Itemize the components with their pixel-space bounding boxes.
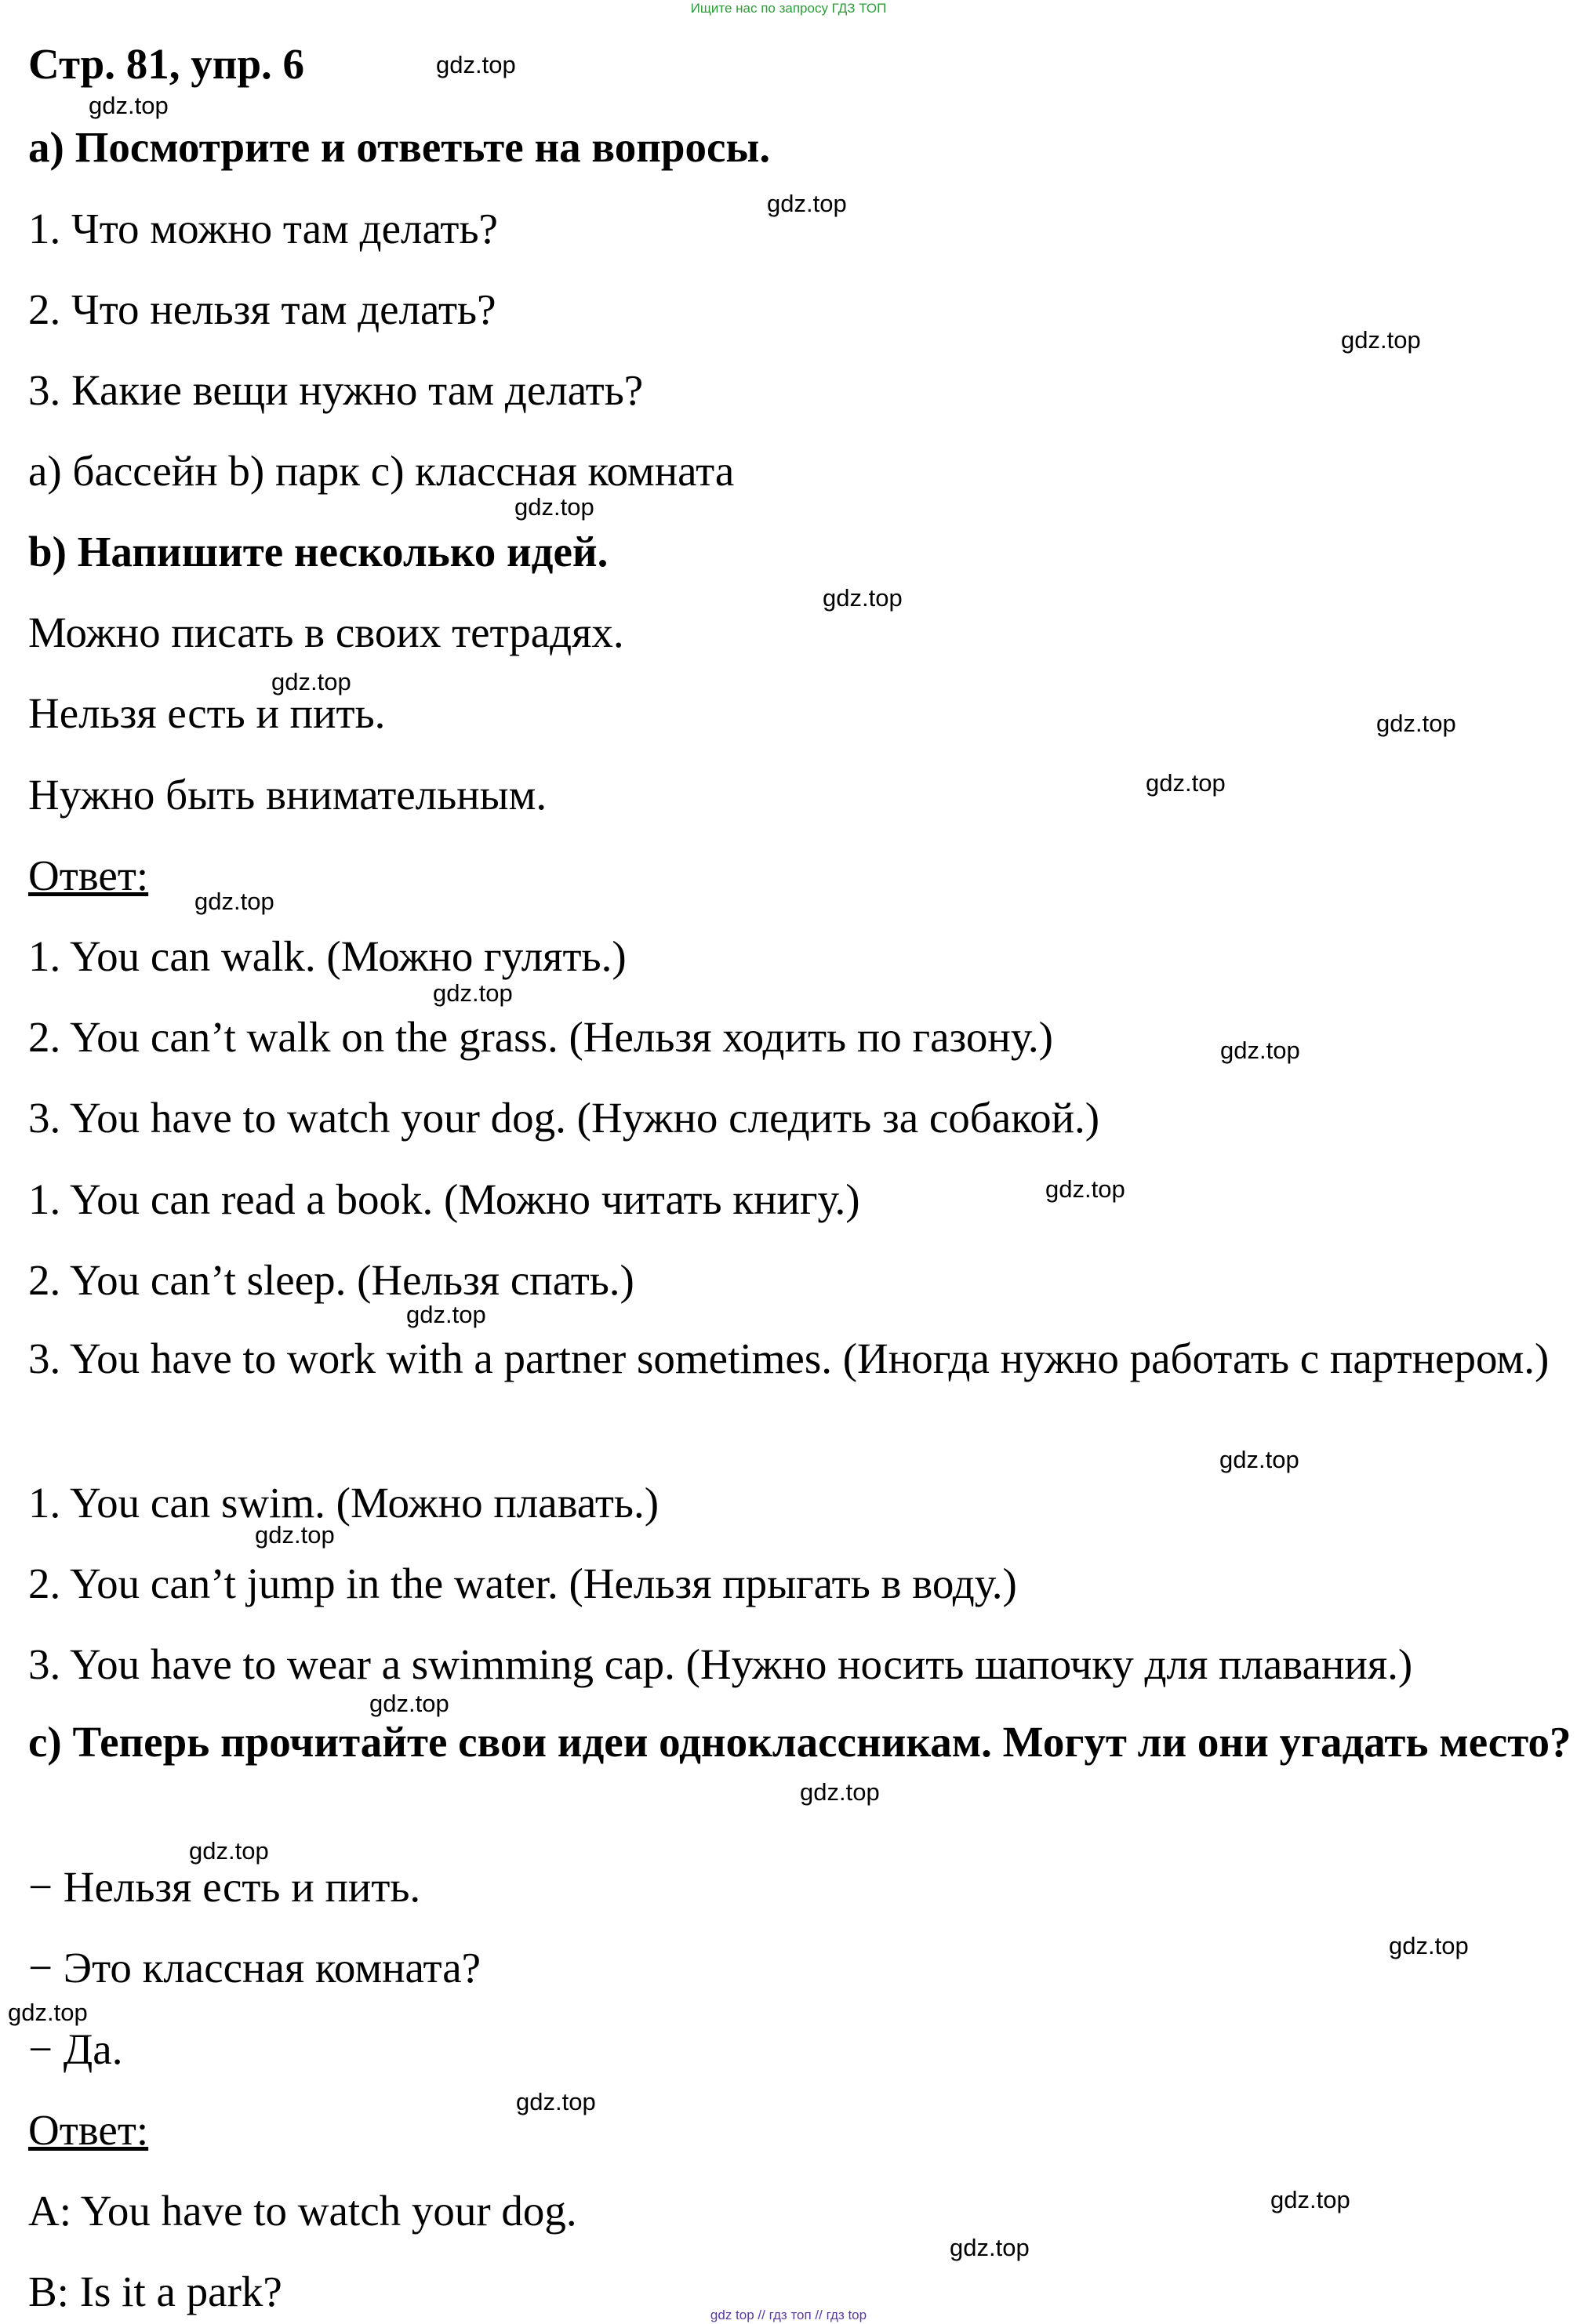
answer-line: 2. You can’t walk on the grass. (Нельзя ходить по газону.) bbox=[28, 1013, 1053, 1061]
answer-label: Ответ: bbox=[28, 852, 149, 899]
watermark: gdz.top bbox=[514, 493, 594, 521]
page-title: Стр. 81, упр. 6 bbox=[28, 40, 305, 88]
places-list: a) бассейн b) парк c) классная комната bbox=[28, 447, 735, 495]
answer-line: 2. You can’t jump in the water. (Нельзя прыгать в воду.) bbox=[28, 1560, 1017, 1607]
question-3: 3. Какие вещи нужно там делать? bbox=[28, 366, 644, 414]
idea-1: Можно писать в своих тетрадях. bbox=[28, 608, 624, 656]
dialog-line: − Нельзя есть и пить. bbox=[28, 1863, 421, 1911]
answer-line: 2. You can’t sleep. (Нельзя спать.) bbox=[28, 1256, 634, 1304]
dialog-line: − Это классная комната? bbox=[28, 1944, 481, 1992]
answer-line: 1. You can read a book. (Можно читать книгу.) bbox=[28, 1175, 860, 1223]
watermark: gdz.top bbox=[436, 51, 516, 78]
watermark: gdz.top bbox=[406, 1301, 486, 1328]
dialog-line: − Да. bbox=[28, 2025, 123, 2073]
watermark: gdz.top bbox=[1219, 1446, 1299, 1473]
part-c-heading: c) Теперь прочитайте свои идеи одноклассникам. Могут ли они угадать место? bbox=[28, 1718, 1572, 1766]
watermark: gdz.top bbox=[189, 1837, 269, 1865]
watermark: gdz.top bbox=[800, 1778, 880, 1806]
answer-line: 3. You have to watch your dog. (Нужно следить за собакой.) bbox=[28, 1094, 1100, 1142]
watermark: gdz.top bbox=[516, 2088, 596, 2115]
watermark: gdz.top bbox=[1270, 2186, 1350, 2213]
watermark: gdz.top bbox=[1146, 769, 1226, 797]
watermark: gdz.top bbox=[1376, 710, 1456, 737]
watermark: gdz.top bbox=[433, 979, 513, 1007]
watermark: gdz.top bbox=[950, 2234, 1030, 2261]
answer-line: B: Is it a park? bbox=[28, 2268, 282, 2315]
watermark: gdz.top bbox=[255, 1521, 335, 1549]
watermark: gdz.top bbox=[767, 190, 847, 217]
watermark: gdz.top bbox=[1389, 1932, 1469, 1959]
watermark: gdz.top bbox=[369, 1690, 449, 1717]
idea-2: Нельзя есть и пить. bbox=[28, 689, 386, 737]
watermark: gdz.top bbox=[8, 1999, 88, 2026]
top-banner: Ищите нас по запросу ГДЗ ТОП bbox=[690, 1, 887, 16]
watermark: gdz.top bbox=[271, 668, 351, 695]
answer-line: 1. You can swim. (Можно плавать.) bbox=[28, 1479, 660, 1527]
watermark: gdz.top bbox=[1341, 326, 1421, 354]
part-a-heading: a) Посмотрите и ответьте на вопросы. bbox=[28, 123, 771, 171]
watermark: gdz.top bbox=[823, 584, 903, 612]
question-2: 2. Что нельзя там делать? bbox=[28, 285, 496, 333]
answer-label: Ответ: bbox=[28, 2106, 149, 2154]
watermark: gdz.top bbox=[1220, 1037, 1300, 1064]
answer-line: A: You have to watch your dog. bbox=[28, 2187, 577, 2235]
part-b-heading: b) Напишите несколько идей. bbox=[28, 528, 609, 576]
answer-line: 3. You have to wear a swimming cap. (Нужно носить шапочку для плавания.) bbox=[28, 1640, 1413, 1688]
watermark: gdz.top bbox=[1045, 1175, 1125, 1203]
watermark: gdz.top bbox=[194, 888, 274, 915]
bottom-banner: gdz top // гдз топ // гдз top bbox=[710, 2308, 867, 2322]
answer-line: 3. You have to work with a partner sometimes. (Иногда нужно работать с партнером.) bbox=[28, 1334, 1550, 1382]
idea-3: Нужно быть внимательным. bbox=[28, 771, 547, 819]
question-1: 1. Что можно там делать? bbox=[28, 205, 498, 252]
answer-line: 1. You can walk. (Можно гулять.) bbox=[28, 932, 627, 980]
watermark: gdz.top bbox=[89, 92, 169, 119]
